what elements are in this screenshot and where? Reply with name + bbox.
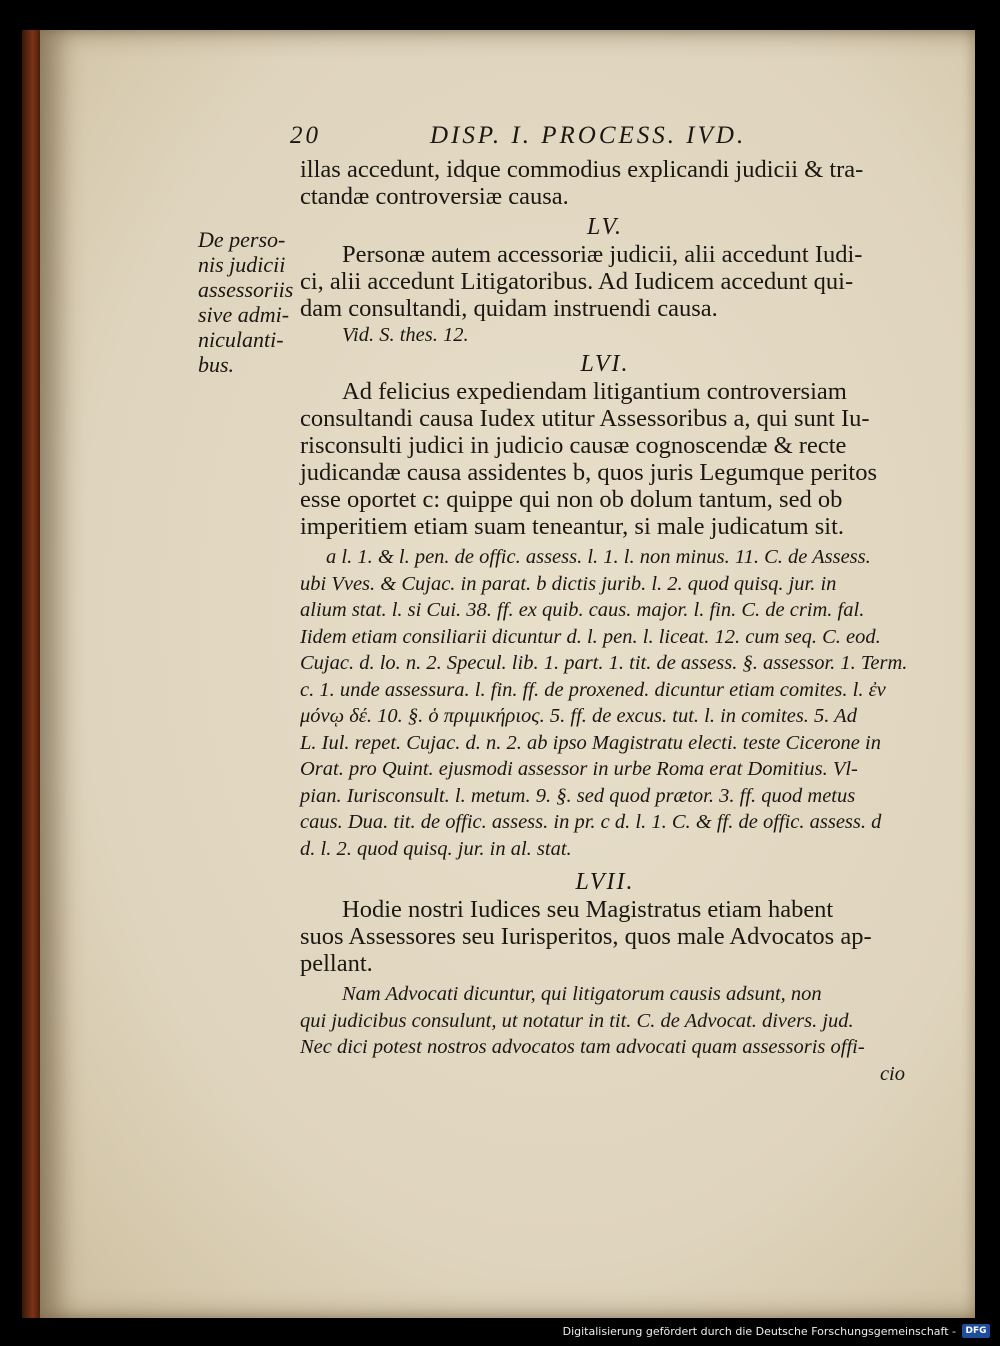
margin-note-line: De perso- <box>198 227 286 252</box>
body-line: esse oportet c: quippe qui non ob dolum tantum, sed ob <box>300 486 843 513</box>
footnote-line: a l. 1. & l. pen. de offic. assess. l. 1. l. non minus. 11. C. de Assess. <box>326 546 871 568</box>
footer-credit: Digitalisierung gefördert durch die Deutsche Forschungsgemeinschaft - <box>562 1325 956 1338</box>
body-line: Ad felicius expediendam litigantium controversiam <box>342 378 847 405</box>
footnote-line: Iidem etiam consiliarii dicuntur d. l. pen. l. liceat. 12. cum seq. C. eod. <box>300 625 881 648</box>
footnote-line: Orat. pro Quint. ejusmodi assessor in urbe Roma erat Domitius. Vl- <box>300 758 858 780</box>
body-line: risconsulti judici in judicio causæ cognoscendæ & recte <box>300 432 847 459</box>
body-line: imperitiem etiam suam teneantur, si male judicatum sit. <box>300 513 845 540</box>
margin-note-line: assessoriis <box>198 277 294 302</box>
running-title: DISP. I. PROCESS. IVD. <box>430 122 747 149</box>
body-line: illas accedunt, idque commodius explicandi judicii & tra- <box>300 156 864 183</box>
footnote-line: Vid. S. thes. 12. <box>342 324 469 346</box>
body-line: ci, alii accedunt Litigatoribus. Ad Iudicem accedunt qui- <box>300 268 854 295</box>
body-line: Personæ autem accessoriæ judicii, alii accedunt Iudi- <box>342 241 863 268</box>
dfg-logo-icon: DFG <box>962 1324 990 1338</box>
footnote-line: Nec dici potest nostros advocatos tam advocati quam assessoris offi- <box>300 1036 865 1058</box>
margin-note-line: nis judicii <box>198 252 286 277</box>
body-line: pellant. <box>300 950 373 977</box>
footnote-line: d. l. 2. quod quisq. jur. in al. stat. <box>300 837 572 860</box>
footnote-line: Cujac. d. lo. n. 2. Specul. lib. 1. part. 1. tit. de assess. §. assessor. 1. Term. <box>300 652 908 674</box>
footnote-line: alium stat. l. si Cui. 38. ff. ex quib. caus. major. l. fin. C. de crim. fal. <box>300 599 865 621</box>
margin-note-line: niculanti- <box>198 327 284 352</box>
footnote-line: qui judicibus consulunt, ut notatur in tit. C. de Advocat. divers. jud. <box>300 1009 854 1032</box>
footnote-line: μόνῳ δέ. 10. §. ὁ πριμικήριος. 5. ff. de excus. tut. l. in comites. 5. Ad <box>300 705 857 727</box>
footnote-line: Nam Advocati dicuntur, qui litigatorum causis adsunt, non <box>342 983 822 1005</box>
book-spine-edge <box>22 30 40 1330</box>
margin-note-line: sive admi- <box>198 302 290 327</box>
margin-note <box>198 227 298 377</box>
section-lvi <box>300 350 910 862</box>
section-heading: LV. <box>586 214 624 240</box>
section-heading: LVI. <box>580 351 630 377</box>
opening-paragraph <box>300 156 910 210</box>
footnote-line: pian. Iurisconsult. l. metum. 9. §. sed quod prætor. 3. ff. quod metus <box>300 784 856 807</box>
body-line: consultandi causa Iudex utitur Assessoribus a, qui sunt Iu- <box>300 405 870 432</box>
footnote-line: caus. Dua. tit. de offic. assess. in pr. c d. l. 1. C. & ff. de offic. assess. d <box>300 811 882 833</box>
page-number: 20 <box>290 122 321 149</box>
margin-note-line: bus. <box>198 352 235 377</box>
section-lv <box>300 213 910 349</box>
body-line: dam consultandi, quidam instruendi causa. <box>300 295 718 322</box>
section-lvii <box>300 868 910 1087</box>
body-line: Hodie nostri Iudices seu Magistratus etiam habent <box>342 896 834 923</box>
catchword: cio <box>879 1062 905 1085</box>
footnote-line: c. 1. unde assessura. l. fin. ff. de proxened. dicuntur etiam comites. l. ἐν <box>300 678 886 701</box>
body-line: suos Assessores seu Iurisperitos, quos male Advocatos ap- <box>300 923 872 950</box>
body-line: judicandæ causa assidentes b, quos juris Legumque peritos <box>300 459 877 486</box>
book-page <box>40 30 975 1318</box>
section-heading: LVII. <box>575 869 635 895</box>
body-line: ctandæ controversiæ causa. <box>300 183 569 210</box>
footnote-line: ubi Vves. & Cujac. in parat. b dictis jurib. l. 2. quod quisq. jur. in <box>300 572 837 595</box>
footnote-line: L. Iul. repet. Cujac. d. n. 2. ab ipso Magistratu electi. teste Cicerone in <box>300 731 881 754</box>
footer-bar <box>0 1318 1000 1346</box>
